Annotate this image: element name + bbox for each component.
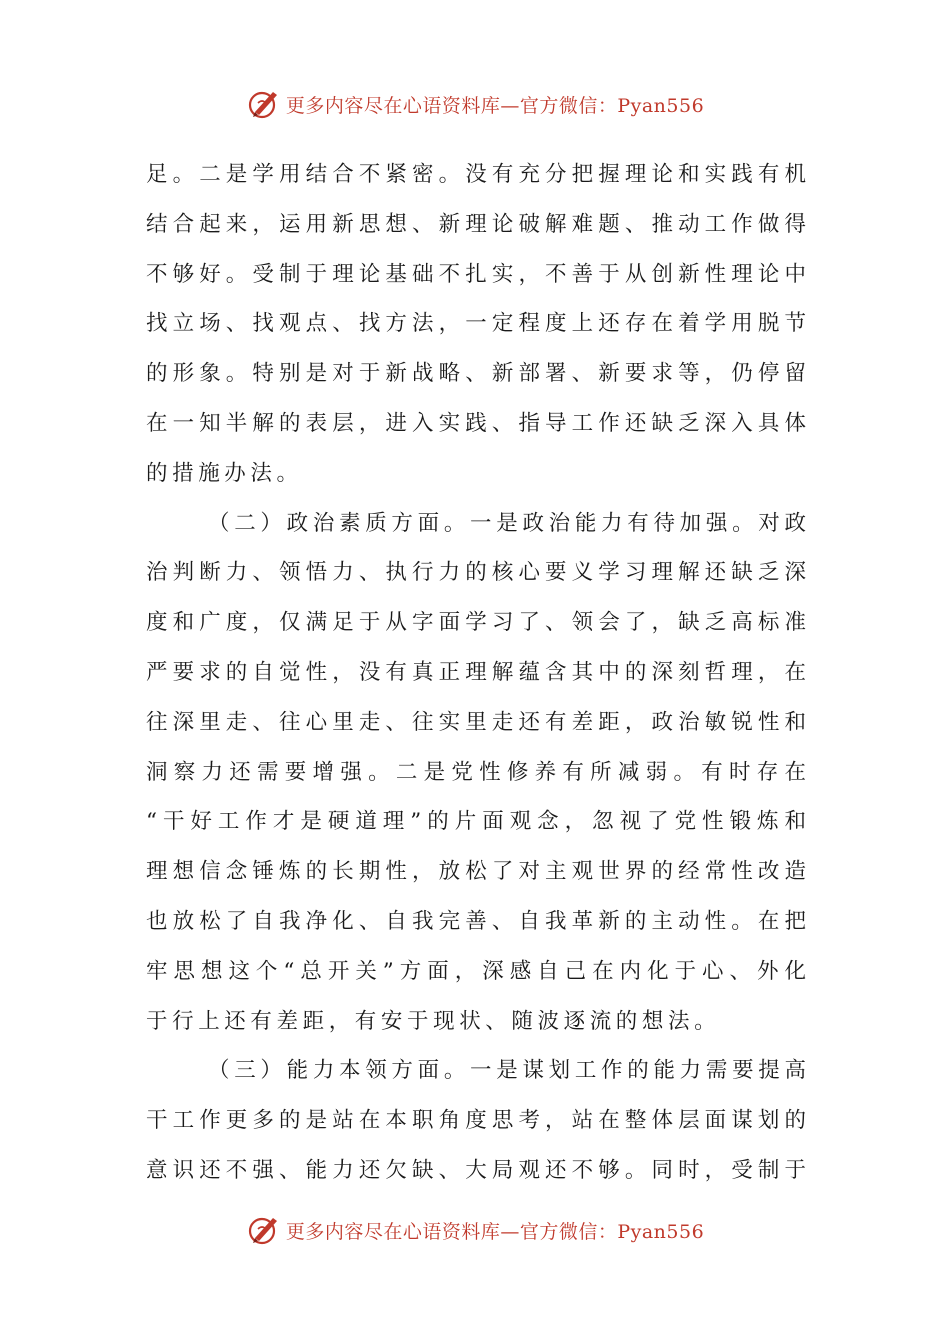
text-line: 理想信念锤炼的长期性，放松了对主观世界的经常性改造 — [146, 859, 806, 885]
text-line: 的措施办法。 — [146, 460, 303, 486]
text-line: 治判断力、领悟力、执行力的核心要义学习理解还缺乏深 — [146, 560, 806, 586]
text-line: 也放松了自我净化、自我完善、自我革新的主动性。在把 — [146, 908, 806, 934]
footer-banner — [0, 1208, 950, 1252]
text-line: 洞察力还需要增强。二是党性修养有所减弱。有时存在 — [146, 759, 806, 785]
text-line: 严要求的自觉性，没有真正理解蕴含其中的深刻哲理，在 — [146, 659, 806, 685]
text-line: 往深里走、往心里走、往实里走还有差距，政治敏锐性和 — [146, 709, 806, 735]
paragraph-heading-line: （三）能力本领方面。一是谋划工作的能力需要提高 — [208, 1058, 806, 1084]
header-banner — [0, 82, 950, 126]
text-line: 于行上还有差距，有安于现状、随波逐流的想法。 — [146, 1008, 721, 1034]
text-line: 找立场、找观点、找方法，一定程度上还存在着学用脱节 — [146, 311, 806, 337]
text-line: 牢思想这个“总开关”方面，深感自己在内化于心、外化 — [146, 958, 806, 984]
text-line: 的形象。特别是对于新战略、新部署、新要求等，仍停留 — [146, 361, 806, 387]
text-line: 意识还不强、能力还欠缺、大局观还不够。同时，受制于 — [146, 1157, 806, 1183]
text-line: 在一知半解的表层，进入实践、指导工作还缺乏深入具体 — [146, 410, 806, 436]
text-line: 度和广度，仅满足于从字面学习了、领会了，缺乏高标准 — [146, 610, 806, 636]
pen-logo-icon — [246, 86, 282, 122]
text-line: 不够好。受制于理论基础不扎实，不善于从创新性理论中 — [146, 261, 806, 287]
footer-banner-text: 更多内容尽在心语资料库—官方微信：Pyan556 — [285, 1220, 705, 1243]
paragraph-heading-line: （二）政治素质方面。一是政治能力有待加强。对政 — [208, 510, 806, 536]
text-line: “干好工作才是硬道理”的片面观念，忽视了党性锻炼和 — [146, 809, 806, 835]
document-body — [146, 150, 806, 1196]
header-banner-text: 更多内容尽在心语资料库—官方微信：Pyan556 — [285, 94, 705, 117]
pen-logo-icon — [246, 1212, 282, 1248]
text-line: 足。二是学用结合不紧密。没有充分把握理论和实践有机 — [146, 162, 806, 187]
text-line: 结合起来，运用新思想、新理论破解难题、推动工作做得 — [146, 211, 806, 237]
text-line: 干工作更多的是站在本职角度思考，站在整体层面谋划的 — [146, 1108, 806, 1134]
